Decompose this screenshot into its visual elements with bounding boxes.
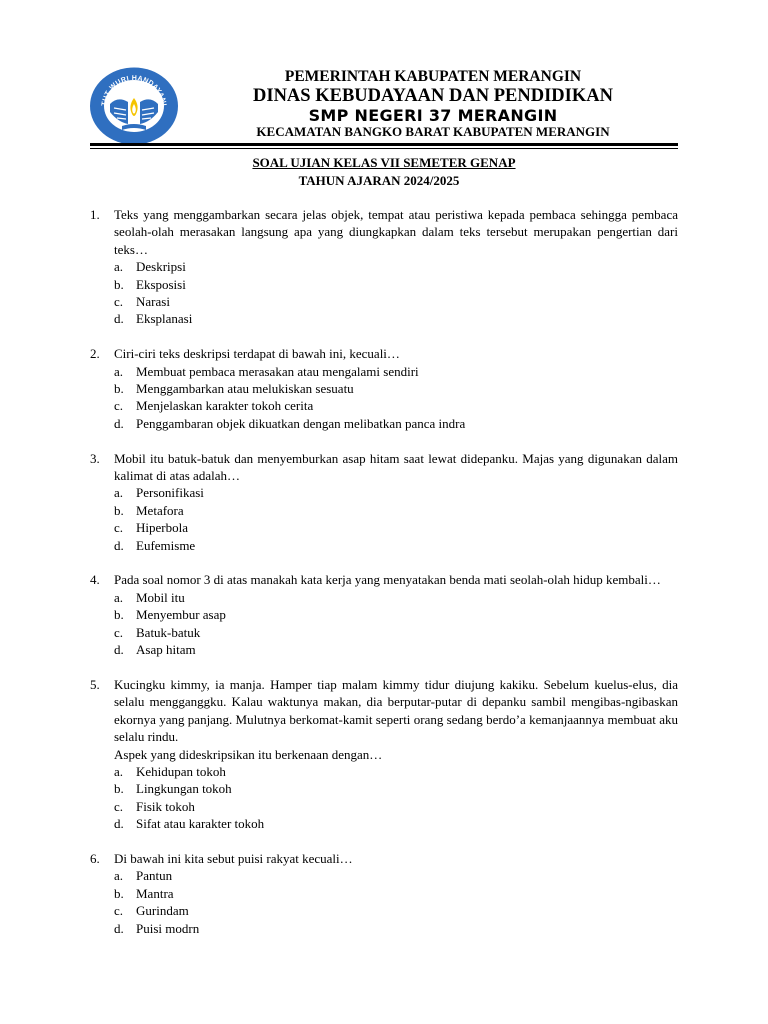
header-address: KECAMATAN BANGKO BARAT KABUPATEN MERANGIN [256,124,610,139]
question-item [90,206,678,328]
question-number: 1. [90,207,100,222]
answer-option [114,537,678,554]
option-text: Batuk-batuk [136,624,201,640]
option-text: Narasi [136,294,170,310]
question-item [90,850,678,937]
option-letter: a. [114,485,124,501]
option-text: Eksposisi [136,276,186,292]
answer-option [114,815,678,832]
header-divider-thin [90,148,678,149]
header-government: PEMERINTAH KABUPATEN MERANGIN [284,68,582,85]
question-text: Teks yang menggambarkan secara jelas objek, tempat atau peristiwa kepada pembaca sehingga pembaca seolah-olah merasakan langsung apa yang diungkapkan dalam teks tersebut merupakan pengertian dari teks… [114,207,678,257]
question-item [90,450,678,554]
option-text: Gurindam [136,903,189,919]
option-text: Deskripsi [136,259,186,275]
option-letter: c. [114,520,124,536]
logo-motto-text: TUT WURI HANDAYANI [101,74,167,107]
option-text: Pantun [136,868,173,884]
question-text: Mobil itu batuk-batuk dan menyemburkan asap hitam saat lewat didepanku. Majas yang digunakan dalam kalimat di atas adalah… [114,450,678,484]
option-letter: c. [114,903,124,919]
answer-option [114,276,678,293]
answer-option [114,606,678,623]
option-text: Mantra [136,885,174,901]
answer-option [114,798,678,815]
question-text: Di bawah ini kita sebut puisi rakyat kecuali… [114,850,353,866]
option-letter: b. [114,502,124,518]
option-letter: d. [114,920,124,936]
option-text: Lingkungan tokoh [136,781,232,797]
option-text: Menggambarkan atau melukiskan sesuatu [136,381,354,397]
answer-option [114,624,678,641]
option-text: Metafora [136,502,184,518]
question-number: 4. [90,572,100,588]
answer-option [114,519,678,536]
answer-option [114,380,678,397]
option-letter: b. [114,885,124,901]
option-letter: c. [114,398,124,414]
header-divider-thick [90,143,678,146]
option-letter: d. [114,816,124,832]
option-text: Membuat pembaca merasakan atau mengalami sendiri [136,363,419,379]
option-letter: c. [114,624,124,640]
answer-option [114,780,678,797]
answer-option [114,763,678,780]
question-text: Pada soal nomor 3 di atas manakah kata kerja yang menyatakan benda mati seolah-olah hidup kembali… [114,572,661,588]
question-number: 5. [90,676,100,692]
answer-option [114,258,678,275]
header-school-name: SMP NEGERI 37 MERANGIN [308,106,558,125]
question-number: 6. [90,850,100,866]
question-text: Kucingku kimmy, ia manja. Hamper tiap malam kimmy tidur diujung kakiku. Sebelum kuelus-elus, dia selalu mengganggku. Kalau waktunya makan, dia berputar-putar di depanku sambil mengibas-ngibaskan ekornya yang panjang. Mulutnya berkomat-kamit seperti orang sedang berdo’a kemanjaannya membuat aku selalu rindu. [114,676,678,745]
exam-year: TAHUN AJARAN 2024/2025 [298,173,460,188]
answer-option [114,502,678,519]
answer-option [114,920,678,937]
tut-wuri-handayani-logo [88,66,180,146]
option-text: Personifikasi [136,485,204,501]
option-letter: b. [114,781,124,797]
option-letter: c. [114,294,124,310]
option-letter: d. [114,537,124,553]
question-text: Ciri-ciri teks deskripsi terdapat di bawah ini, kecuali… [114,346,400,362]
exam-title: SOAL UJIAN KELAS VII SEMETER GENAP [252,155,516,170]
question-list [90,206,678,954]
option-letter: a. [114,868,124,884]
question-prompt: Aspek yang dideskripsikan itu berkenaan dengan… [114,746,383,762]
option-text: Kehidupan tokoh [136,763,226,779]
option-letter: d. [114,415,124,431]
answer-option [114,363,678,380]
question-item [90,345,678,432]
option-letter: a. [114,363,124,379]
option-text: Asap hitam [136,642,196,658]
answer-option [114,293,678,310]
option-text: Penggambaran objek dikuatkan dengan melibatkan panca indra [136,415,466,431]
option-letter: a. [114,589,124,605]
question-item [90,571,678,658]
header-office: DINAS KEBUDAYAAN DAN PENDIDIKAN [253,86,613,106]
answer-option [114,415,678,432]
question-item [90,676,678,833]
option-letter: b. [114,607,124,623]
option-letter: b. [114,381,124,397]
answer-option [114,397,678,414]
question-number: 2. [90,346,100,362]
answer-option [114,310,678,327]
answer-option [114,641,678,658]
option-text: Eksplanasi [136,311,193,327]
answer-option [114,484,678,501]
option-letter: c. [114,798,124,814]
option-letter: d. [114,642,124,658]
answer-option [114,885,678,902]
option-letter: b. [114,276,124,292]
answer-option [114,867,678,884]
option-letter: d. [114,311,124,327]
option-text: Fisik tokoh [136,798,195,814]
option-letter: a. [114,259,124,275]
option-text: Menjelaskan karakter tokoh cerita [136,398,314,414]
option-text: Menyembur asap [136,607,226,623]
option-text: Hiperbola [136,520,188,536]
option-text: Eufemisme [136,537,196,553]
option-text: Sifat atau karakter tokoh [136,816,265,832]
option-text: Puisi modrn [136,920,200,936]
answer-option [114,589,678,606]
option-letter: a. [114,763,124,779]
option-text: Mobil itu [136,589,185,605]
question-number: 3. [90,450,100,466]
answer-option [114,902,678,919]
